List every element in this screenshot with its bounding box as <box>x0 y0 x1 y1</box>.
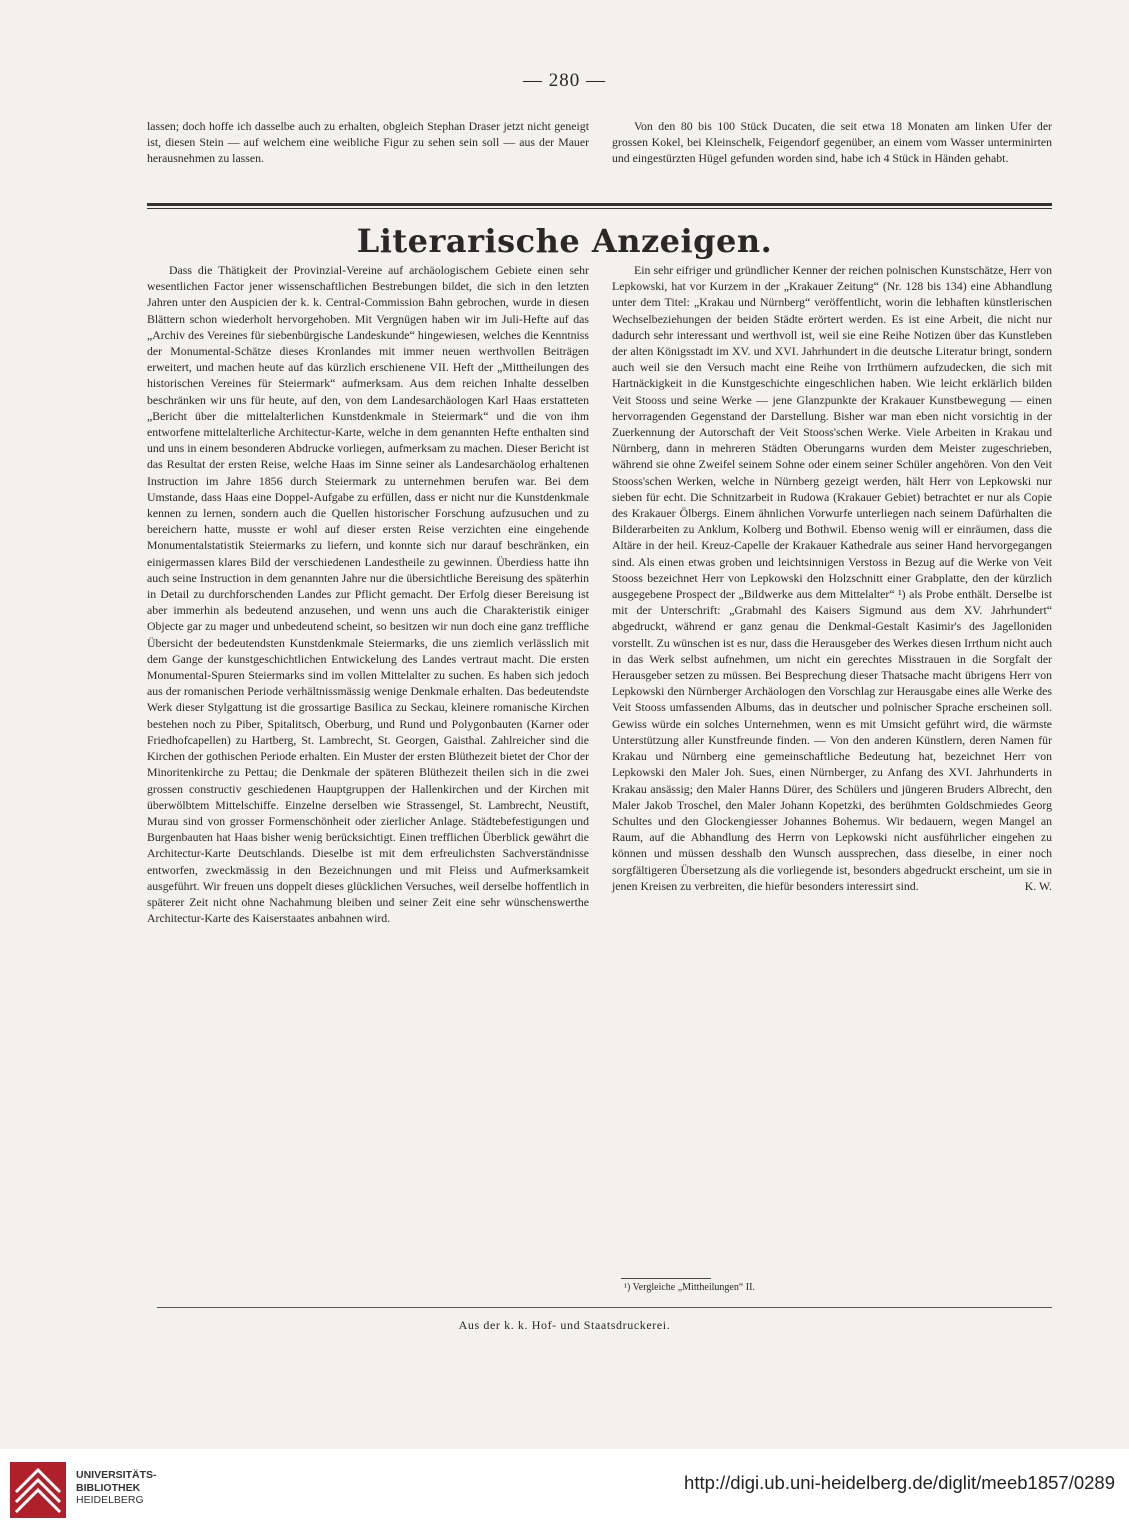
printer-line: Aus der k. k. Hof- und Staatsdruckerei. <box>458 1318 671 1332</box>
section-divider-thick <box>147 203 1052 206</box>
article-left-column <box>147 262 589 926</box>
bottom-divider <box>157 1307 1052 1308</box>
top-right-text: Von den 80 bis 100 Stück Ducaten, die seit etwa 18 Monaten am linken Ufer der grossen Kokel, bei Kleinschelk, Feigendorf gegenüber, an einem vom Wasser unterminirten und eingestürzten Hügel gefunden worden sind, habe ich 4 Stück in Händen gehabt. <box>612 119 1052 166</box>
article-right-text: Ein sehr eifriger und gründlicher Kenner der reichen polnischen Kunstschätze, Herr von Lepkowski, hat vor Kurzem in der „Krakauer Zeitung“ (Nr. 128 bis 134) eine Abhandlung unter dem Titel: „Krakau und Nürnberg“ veröffentlicht, worin die lebhaften künstlerischen Wechselbeziehungen der beiden Städte erörtert werden. Es ist eine Arbeit, die nicht nur dadurch sehr interessant und werthvoll ist, weil sie eine Reihe Notizen über das Kunstleben der alten Königsstadt im XV. und XVI. Jahrhundert in die deutsche Literatur bringt, sondern auch weil sie den Versuch macht eine Reihe von Irrthümern aufzudecken, die sich mit Hartnäckigkeit in die Kunstgeschichte eingeschlichen haben. Wie leicht erklärlich bilden Veit Stooss und seine Werke — jene Glanzpunkte der Krakauer Kunstbewegung — einen hervorragenden Gegenstand der Darstellung. Bisher war man eben nicht vorsichtig in der Zuerkennung der Autorschaft der Veit Stooss'schen Werke. Viele Arbeiten in Krakau und Nürnberg, dann in mehreren Städten Oberungarns wurden dem Meister zugeschrieben, während sie ohne Zweifel seinem Sohne oder einem seiner Schüler angehören. Von den Veit Stooss'schen Werken, welche in Nürnberg gezeigt werden, hält Herr von Lepkowski nur sieben für echt. Die Schnitzarbeit in Rudowa (Krakauer Gebiet) betrachtet er nur als Copie des Krakauer Ölbergs. Einem ähnlichen Vorwurfe unterliegen nach seinem Dafürhalten die Bilderarbeiten zu Anklum, Kolberg und Bothwil. Ebenso wenig will er einräumen, dass die Altäre in der heil. Kreuz-Capelle der Krakauer Kathedrale aus seiner Hand hervorgegangen sind. Als einen etwas groben und leichtsinnigen Verstoss in Bezug auf die Werke von Veit Stooss bezeichnet Herr von Lepkowski den Holzschnitt einer Grabplatte, den der kürzlich ausgegebene Prospect der „Bildwerke aus dem Mittelalter“ ¹) als Probe enthält. Derselbe ist mit der Unterschrift: „Grabmahl des Kaisers Sigmund aus dem XV. Jahrhundert“ abgedruckt, während er ganz genau die Denkmal-Gestalt Kasimir's des Jagelloniden vorstellt. Zu wünschen ist es nur, dass die Herausgeber des Werkes diesen Irrthum nicht auch in das Werk selbst aufnehmen, um nicht ein gerechtes Misstrauen in die Sorgfalt der Herausgeber setzen zu müssen. Bei Besprechung dieser Thatsache macht übrigens Herr von Lepkowski den Nürnberger Archäologen den Vorschlag zur Herausgabe eines alle Werke des Veit Stooss umfassenden Albums, das in deutscher und polnischer Sprache erscheinen soll. Gewiss würde ein solches Unternehmen, wenn es mit Umsicht geführt wird, die wärmste Unterstützung aller Kunstfreunde finden. — Von den anderen Künstlern, deren Namen für Krakau und Nürnberg eine gemeinschaftliche Bedeutung hat, bezeichnet Herr von Lepkowski den Maler Joh. Sues, einen Nürnberger, zu Anfang des XVI. Jahrhunderts in Krakau ansässig; den Maler Hanns Dürer, des Schülers und jüngeren Bruders Albrecht, den Maler Jakob Troschel, den Maler Johann Kopetzki, des berühmten Goldschmiedes Georg Schultes und den Glockengiesser Johannes Bohemus. Wir bedauern, wegen Mangel an Raum, auf die Abhandlung des Herrn von Lepkowski nicht ausführlicher eingehen zu können und müssen desshalb den Wunsch aussprechen, dass dieselbe, in einer noch sorgfältigeren Übersetzung als die vorliegende ist, besonders abgedruckt erscheint, um sie in jenen Kreisen zu verbreiten, die hiefür besonders interessirt sind. <box>612 263 1052 893</box>
permalink-url[interactable]: http://digi.ub.uni-heidelberg.de/diglit/meeb1857/0289 <box>684 1472 1115 1493</box>
article-right-paragraph <box>612 262 1052 894</box>
library-name-line-2: BIBLIOTHEK <box>76 1481 141 1494</box>
page-number: — 280 — <box>523 70 606 91</box>
section-divider-thin <box>147 208 1052 209</box>
top-right-paragraph <box>612 118 1052 167</box>
library-name-line-3: HEIDELBERG <box>76 1494 144 1506</box>
footnote-divider <box>621 1278 711 1279</box>
library-name-line-1: UNIVERSITÄTS- <box>76 1469 157 1481</box>
footnote: ¹) Vergleiche „Mittheilungen“ II. <box>624 1282 755 1293</box>
article-left-paragraph: Dass die Thätigkeit der Provinzial-Vereine auf archäologischem Gebiete einen sehr wesentlichen Factor jener wissenschaftlichen Bestrebungen bildet, die sich in den letzten Jahren unter den Auspicien der k. k. Central-Commission Bahn gebrochen, wurde in diesen Blättern schon wiederholt hervorgehoben. Mit Vergnügen haben wir im Juli-Hefte auf das „Archiv des Vereines für siebenbürgische Landeskunde“ hingewiesen, welches die Kenntniss der Monumental-Schätze dieses Kronlandes mit immer neuen werthvollen Beiträgen erweitert, und machen heute auf das kürzlich erschienene VII. Heft der „Mittheilungen des historischen Vereines für Steiermark“ aufmerksam. Aus dem reichen Inhalte desselben beschränken wir uns für heute, auf den, von dem Landesarchäologen Karl Haas erstatteten „Bericht über die mittelalterlichen Kunstdenkmale in Steiermark“ und die von ihm entworfene mittelalterliche Architectur-Karte, welche in dem genannten Hefte enthalten sind und uns in einem besonderen Abdrucke vorliegen, aufmerksam zu machen. Dieser Bericht ist das Resultat der ersten Reise, welche Haas im Sinne seiner als Landesarchäolog erhaltenen Instruction im Jahre 1856 durch Steiermark zu unternehmen berufen war. Bei dem Umstande, dass Haas eine Doppel-Aufgabe zu erfüllen, dass er nicht nur die Kunstdenkmale kennen zu lernen, sondern auch die Quellen historischer Forschung aufzusuchen und zu bereichern hatte, musste er wohl auf dieser ersten Reise verzichten eine eingehende Monumentalstatistik Steiermarks zu liefern, und konnte sich nur darauf beschränken, ein einigermassen klares Bild der verschiedenen Landestheile zu gewinnen. Überdiess hatte ihn auch seine Instruction in dem genannten Jahre nur die übersichtliche Bereisung des späterhin in Detail zu durchforschenden Landes zur Pflicht gemacht. Der Erfolg dieser Bereisung ist aber immerhin als bedeutend anzusehen, und wenn uns auch die Charakteristik einiger Objecte gar zu mager und unbedeutend scheint, so besitzen wir nun doch eine ganz treffliche Übersicht der bedeutendsten Kunstdenkmale Steiermarks, die uns ziemlich verlässlich mit dem Gange der kunstgeschichtlichen Entwickelung des Landes vertraut macht. Die ersten Monumental-Spuren Steiermarks sind im vollen Mittelalter zu suchen. Es haben sich jedoch aus der romanischen Periode verhältnissmässig wenige Denkmale erhalten. Das bedeutendste Werk dieser Stylgattung ist die grossartige Basilica zu Seckau, kleinere romanische Kirchen bestehen noch zu Piber, Spitalitsch, Oberburg, und Rund und Polygonbauten (Karner oder Friedhofcapellen) zu Hartberg, St. Lambrecht, St. Georgen, Gaisthal. Zahlreicher sind die Kirchen der gothischen Periode erhalten. Ein Muster der ersten Blüthezeit bietet der Chor der Minoritenkirche zu Pettau; die Denkmale der späteren Blüthezeit theilen sich in die zwei grossen constructiv geschiedenen Hauptgruppen der Hallenkirchen und der Kirchen mit überwölbtem Mittelschiffe. Einzelne derselben wie Strassengel, St. Lambrecht, Neustift, Murau sind von grosser Formenschönheit oder zierlicher Anlage. Städtebefestigungen und Burgenbauten hat Haas bisher wenig berücksichtigt. Einen trefflichen Überblick gewährt die Architectur-Karte Deutschlands. Dieselbe ist mit dem erfreulichsten Sachverständnisse entworfen, zweckmässig in den Bezeichnungen und mit Fleiss und Aufmerksamkeit ausgeführt. Wir freuen uns doppelt dieses glücklichen Versuches, weil derselbe hoffentlich in späterer Zeit nicht ohne Nachahmung bleiben und seiner Zeit eine sehr wünschenswerthe Architectur-Karte des Kaiserstaates anbahnen wird. <box>147 263 589 926</box>
article-right-column <box>612 262 1052 894</box>
heidelberg-university-library-logo-icon[interactable] <box>10 1462 66 1518</box>
digitization-footer <box>0 1449 1129 1529</box>
top-left-paragraph <box>147 118 589 167</box>
top-left-text: lassen; doch hoffe ich dasselbe auch zu erhalten, obgleich Stephan Draser jetzt nicht geneigt ist, diesen Stein — auf welchem eine weibliche Figur zu sehen sein soll — aus der Mauer herausnehmen zu lassen. <box>147 119 589 166</box>
section-title: Literarische Anzeigen. <box>356 222 773 260</box>
author-signature: K. W. <box>1024 878 1052 893</box>
library-name <box>76 1469 157 1507</box>
